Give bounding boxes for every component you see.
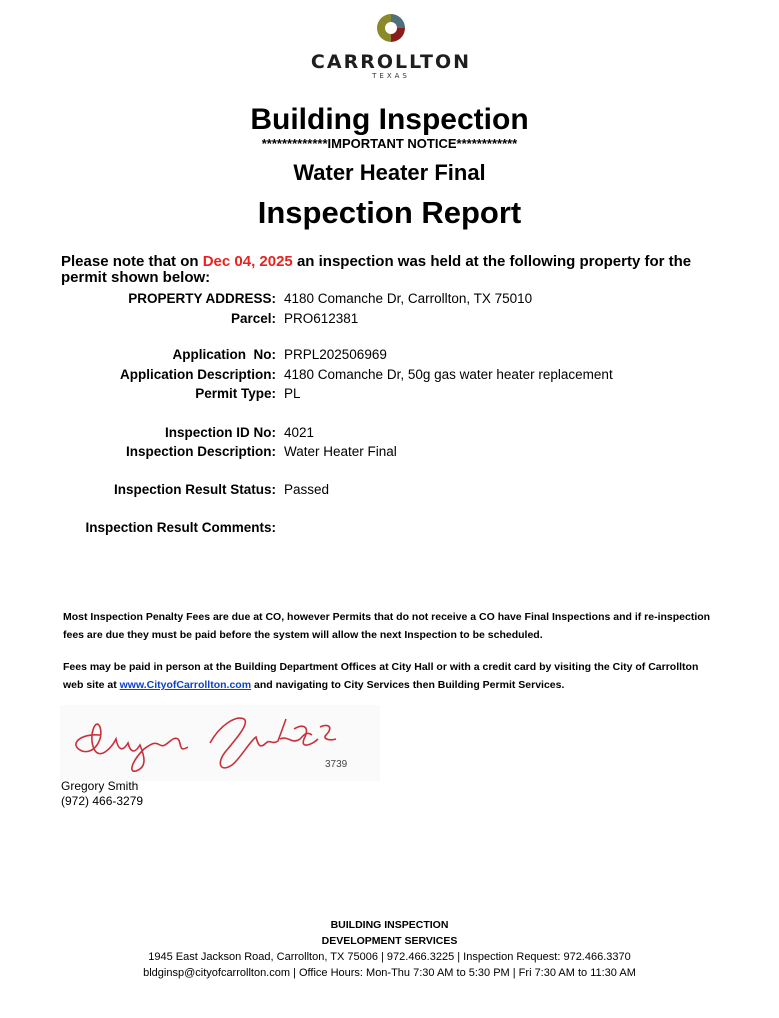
intro-after: an inspection was held at the following property for the permit shown below: — [61, 253, 692, 286]
result-status-value: Passed — [284, 482, 330, 497]
inspection-id-row — [0, 424, 779, 442]
result-comments-row — [0, 519, 779, 537]
permit-type-value: PL — [284, 386, 301, 401]
result-status-label: Inspection Result Status: — [113, 482, 276, 497]
inspection-description-row — [0, 443, 779, 461]
carrollton-swirl-icon — [369, 8, 413, 50]
intro-before: Please note that on — [61, 253, 203, 270]
application-description-label: Application Description: — [119, 367, 276, 382]
application-no-row — [0, 346, 779, 364]
application-no-label: Application No: — [172, 347, 276, 362]
city-website-link[interactable]: www.CityofCarrollton.com — [119, 679, 252, 691]
footer-contact: bldginsp@cityofcarrollton.com | Office Hours: Mon-Thu 7:30 AM to 5:30 PM | Fri 7:30 AM to 11:30 AM — [143, 967, 636, 979]
property-address-label: PROPERTY ADDRESS: — [128, 291, 276, 306]
footer-address: 1945 East Jackson Road, Carrollton, TX 75006 | 972.466.3225 | Inspection Request: 972.466.3370 — [148, 951, 631, 963]
property-address-value: 4180 Comanche Dr, Carrollton, TX 75010 — [284, 291, 533, 306]
parcel-row — [0, 310, 779, 328]
penalty-fees-note: Most Inspection Penalty Fees are due at CO, however Permits that do not receive a CO have Final Inspections and if re-inspection fees are due they must be paid before the system will allow the next Inspection to be scheduled. — [63, 611, 711, 641]
permit-type-row — [0, 385, 779, 403]
footer-division: DEVELOPMENT SERVICES — [321, 935, 458, 947]
fees-payment-note — [63, 658, 719, 694]
inspection-description-label: Inspection Description: — [125, 444, 276, 459]
parcel-value: PRO612381 — [284, 311, 359, 326]
result-status-row — [0, 481, 779, 499]
inspection-date: Dec 04, 2025 — [202, 253, 293, 270]
page-title: Building Inspection — [250, 103, 529, 136]
logo-subtitle: TEXAS — [372, 72, 410, 80]
report-title: Inspection Report — [257, 195, 522, 230]
logo-name: CARROLLTON — [310, 51, 472, 73]
application-description-row — [0, 366, 779, 384]
parcel-label: Parcel: — [230, 311, 276, 326]
inspection-type-heading: Water Heater Final — [293, 160, 486, 185]
footer-department: BUILDING INSPECTION — [330, 919, 449, 931]
property-address-row — [0, 290, 779, 308]
carrollton-logo — [306, 8, 476, 92]
fees-note-before: Fees may be paid in person at the Building Department Offices at City Hall or with a credit card by visiting the City of Carrollton web site at — [63, 661, 699, 691]
inspector-phone: (972) 466-3279 — [61, 794, 144, 808]
fees-note-after: and navigating to City Services then Building Permit Services. — [251, 679, 565, 691]
important-notice: *************IMPORTANT NOTICE************ — [261, 136, 518, 151]
permit-type-label: Permit Type: — [195, 386, 276, 401]
application-description-value: 4180 Comanche Dr, 50g gas water heater replacement — [284, 367, 613, 382]
inspection-id-value: 4021 — [284, 425, 315, 440]
inspector-name: Gregory Smith — [61, 779, 139, 793]
result-comments-label: Inspection Result Comments: — [85, 520, 276, 535]
inspection-description-value: Water Heater Final — [284, 444, 397, 459]
intro-text — [61, 254, 721, 286]
inspection-id-label: Inspection ID No: — [165, 425, 276, 440]
application-no-value: PRPL202506969 — [284, 347, 387, 362]
inspector-number: 3739 — [325, 759, 348, 770]
